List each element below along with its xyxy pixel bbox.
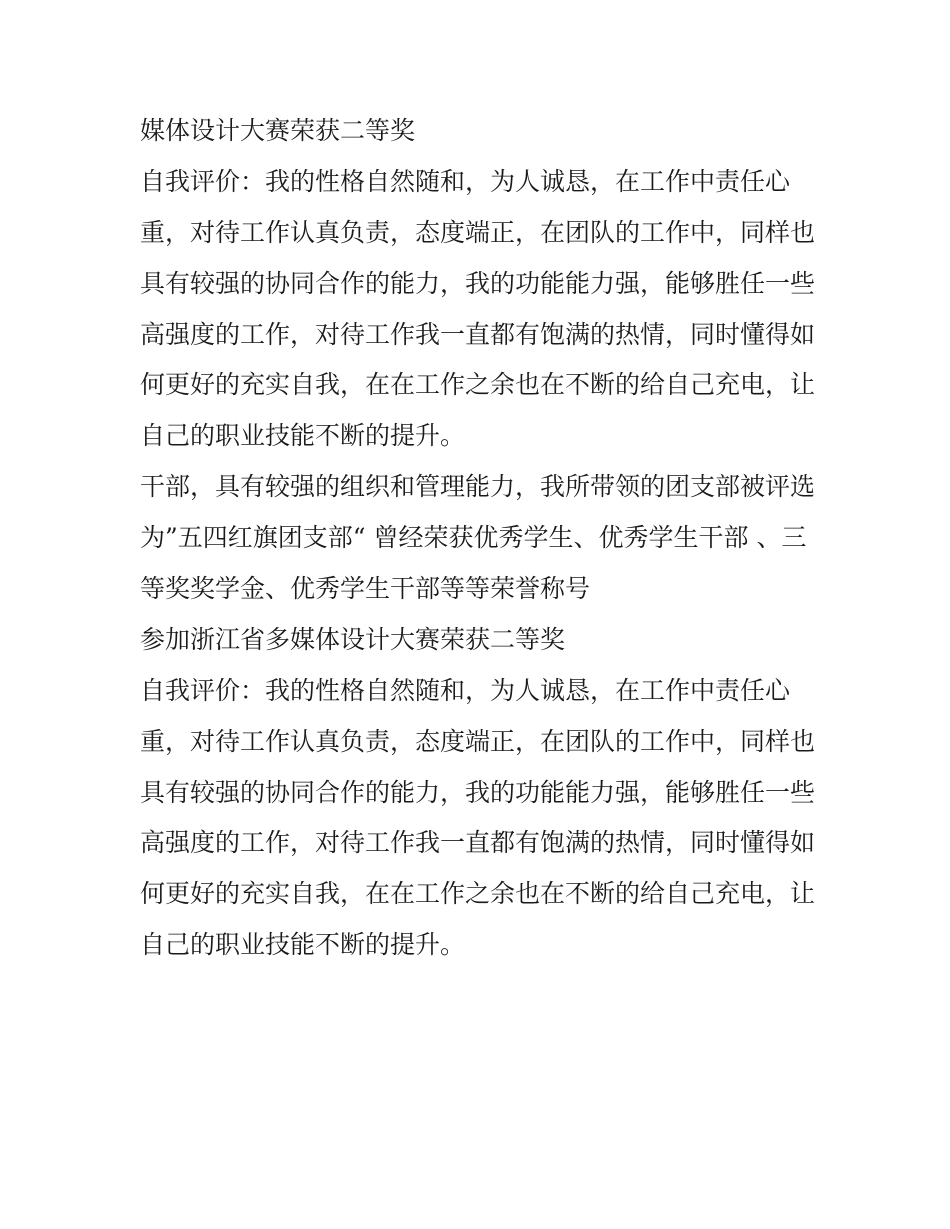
document-body — [140, 106, 820, 971]
text-line: 具有较强的协同合作的能力，我的功能能力强，能够胜任一些 — [140, 777, 816, 807]
text-line: 为”五四红旗团支部“ 曾经荣获优秀学生、优秀学生干部 、三 — [140, 523, 807, 553]
text-line: 何更好的充实自我，在在工作之余也在不断的给自己充电，让 — [140, 879, 816, 909]
text-line: 自我评价：我的性格自然随和，为人诚恳，在工作中责任心 — [140, 675, 791, 705]
text-line: 何更好的充实自我，在在工作之余也在不断的给自己充电，让 — [140, 370, 816, 400]
text-line: 干部，具有较强的组织和管理能力，我所带领的团支部被评选 — [140, 472, 816, 502]
text-line: 自己的职业技能不断的提升。 — [140, 930, 466, 960]
text-line: 重，对待工作认真负责，态度端正，在团队的工作中，同样也 — [140, 217, 816, 247]
text-line: 高强度的工作，对待工作我一直都有饱满的热情，同时懂得如 — [140, 828, 816, 858]
text-line: 媒体设计大赛荣获二等奖 — [140, 116, 416, 145]
text-line: 参加浙江省多媒体设计大赛荣获二等奖 — [140, 624, 566, 654]
text-line: 自我评价：我的性格自然随和，为人诚恳，在工作中责任心 — [140, 166, 791, 196]
text-line: 重，对待工作认真负责，态度端正，在团队的工作中，同样也 — [140, 726, 816, 756]
text-line: 具有较强的协同合作的能力，我的功能能力强，能够胜任一些 — [140, 268, 816, 298]
text-line: 高强度的工作，对待工作我一直都有饱满的热情，同时懂得如 — [140, 319, 816, 349]
text-line: 等奖奖学金、优秀学生干部等等荣誉称号 — [140, 574, 591, 604]
text-line: 自己的职业技能不断的提升。 — [140, 421, 466, 451]
